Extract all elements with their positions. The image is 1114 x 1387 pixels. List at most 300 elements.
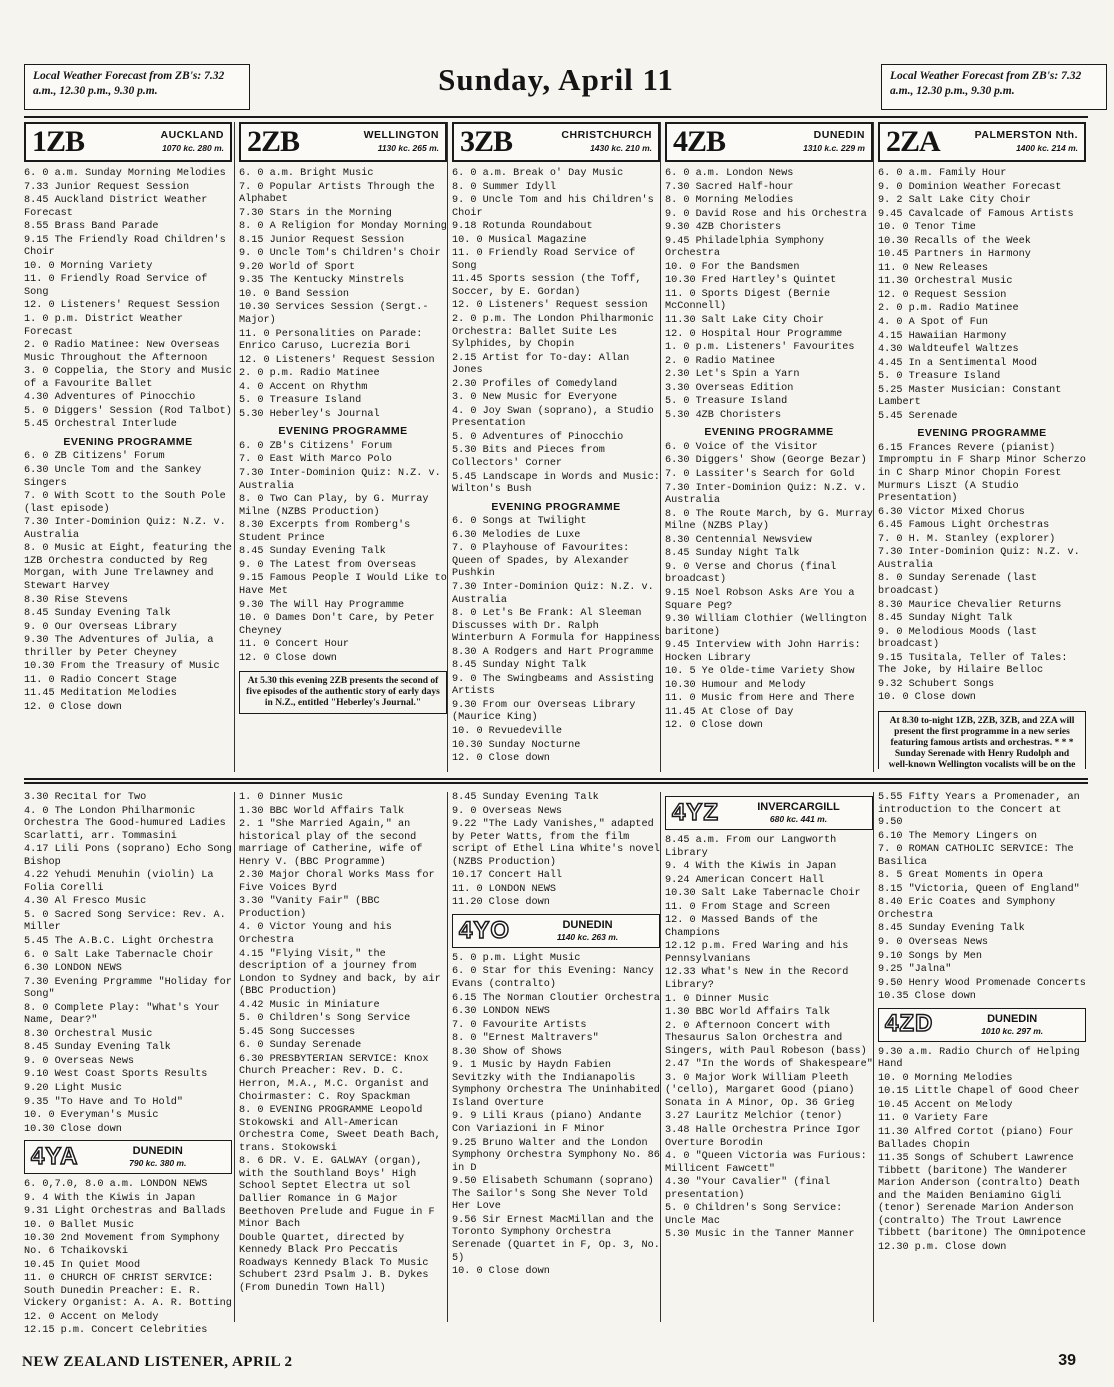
programme-line: 5.30 4ZB Choristers <box>665 409 782 421</box>
programme-line: 9.18 Rotunda Roundabout <box>452 221 593 233</box>
programme-line: 1. 0 p.m. Listeners' Favourites <box>665 342 855 354</box>
programme-line: Double Quartet, directed by Kennedy Black Pro Peccatis Roadways Kennedy Black To Music Schubert 23rd Psalm J. B. Dykes (From Dunedin Town Hall) <box>239 1232 429 1294</box>
programme-line: 6.30 Diggers' Show (George Bezar) <box>665 455 867 467</box>
programme-line: 10. 0 Ballet Music <box>24 1219 135 1231</box>
programme-line: 7.30 Evening Prgramme "Holiday for Song" <box>24 976 232 1001</box>
programme-line: 8.45 Sunday Night Talk <box>665 548 800 560</box>
station-call-sign: 3ZB <box>460 124 513 158</box>
lower-column-2 <box>237 792 449 1359</box>
programme-line: 5.25 Master Musician: Constant Lambert <box>878 384 1062 409</box>
evening-programme-heading: EVENING PROGRAMME <box>917 427 1047 440</box>
programme-line: 9.10 Songs by Men <box>878 950 982 962</box>
station-city: DUNEDIN <box>132 1145 183 1158</box>
programme-line: 8. 0 Summer Idyll <box>452 181 556 193</box>
programme-line: 9.15 The Friendly Road Children's Choir <box>24 234 226 259</box>
station-box-4zd <box>878 1008 1086 1042</box>
programme-line: 8.15 Junior Request Session <box>239 234 405 246</box>
programme-line: 2. 0 Radio Matinee: New Overseas Music Throughout the Afternoon <box>24 340 220 364</box>
station-info <box>518 129 658 155</box>
programme-line: 6.30 LONDON NEWS <box>24 963 122 975</box>
programme-line: 8.45 a.m. From our Langworth Library <box>665 835 837 859</box>
programme-line: 9.35 "To Have and To Hold" <box>24 1096 183 1108</box>
station-frequency: 790 kc. 380 m. <box>129 1158 187 1169</box>
station-call-sign: 1ZB <box>32 124 85 158</box>
programme-line: 9.15 Tusitala, Teller of Tales: The Joke, by Hilaire Belloc <box>878 652 1068 677</box>
station-city: DUNEDIN <box>813 129 865 141</box>
programme-line: 8. 0 Two Can Play, by G. Murray Milne (NZBS Production) <box>239 494 429 518</box>
programme-line: 9. 4 With the Kiwis in Japan <box>665 861 837 873</box>
programme-line: 12. 0 Listeners' Request session <box>452 300 648 312</box>
programme-line: 11. 0 CHURCH OF CHRIST SERVICE: South Dunedin Preacher: E. R. Vickery Organist: A. A. R. Botting <box>24 1273 232 1310</box>
programme-line: 8. 0 Complete Play: "What's Your Name, Dear?" <box>24 1002 220 1027</box>
column-divider <box>234 792 235 1322</box>
programme-line: 3. 0 Major Work William Pleeth ('cello), Margaret Good (piano) Sonata in A Minor, Op. 36 Grieg <box>665 1072 855 1109</box>
programme-line: 11.35 Songs of Schubert Lawrence Tibbett (baritone) The Wanderer Marion Anderson (contralto) Death and the Maiden Beniamino Gigli (tenor) Serenade Marion Anderson (contralto) The Trout Lawrence Tibbett (baritone) The Omnipotence <box>878 1153 1086 1240</box>
programme-line: 9. 0 The Latest from Overseas <box>239 559 417 571</box>
programme-line: 9. 0 Verse and Chorus (final broadcast) <box>665 561 837 586</box>
programme-line: 4. 0 Accent on Rhythm <box>239 381 368 393</box>
programme-line: 4. 0 A Spot of Fun <box>878 317 989 329</box>
programme-line: 5. 0 Children's Song Service: Uncle Mac <box>665 1203 843 1227</box>
programme-line: 7.30 Inter-Dominion Quiz: N.Z. v. Australia <box>239 468 441 492</box>
station-info <box>516 919 659 943</box>
programme-line: 8. 0 Morning Melodies <box>665 195 794 207</box>
programme-line: 1.30 BBC World Affairs Talk <box>665 1007 831 1019</box>
programme-line: 11. 0 Radio Concert Stage <box>24 674 177 686</box>
programme-line: 7. 0 H. M. Stanley (explorer) <box>878 533 1056 545</box>
programme-line: 10. 0 Morning Variety <box>24 260 153 272</box>
programme-line: 9.15 Noel Robson Asks Are You a Square Peg? <box>665 587 855 612</box>
programme-line: 10.30 Salt Lake Tabernacle Choir <box>665 888 861 900</box>
programme-line: 9.30 a.m. Radio Church of Helping Hand <box>878 1046 1080 1071</box>
station-city: WELLINGTON <box>363 129 439 141</box>
programme-line: 9. 0 Uncle Tom and his Children's Choir <box>452 195 654 219</box>
programme-line: 7. 0 With Scott to the South Pole (last episode) <box>24 491 226 515</box>
programme-line: 6.30 Uncle Tom and the Sankey Singers <box>24 465 202 489</box>
station-header <box>878 122 1086 162</box>
programme-line: 5. 0 p.m. Light Music <box>452 952 581 964</box>
programme-line: 9.50 Henry Wood Promenade Concerts <box>878 977 1086 989</box>
programme-line: 3.30 "Vanity Fair" (BBC Production) <box>239 896 380 920</box>
programme-line: 5.45 Song Successes <box>239 1026 356 1038</box>
programme-line: 10. 0 Everyman's Music <box>24 1110 159 1122</box>
programme-line: 8.45 Sunday Night Talk <box>878 613 1013 625</box>
programme-line: 10. 0 Band Session <box>239 288 350 300</box>
programme-line: 2. 0 p.m. Radio Matinee <box>878 303 1019 315</box>
programme-line: 8.15 "Victoria, Queen of England" <box>878 883 1080 895</box>
station-frequency: 1430 kc. 210 m. <box>590 143 652 153</box>
programme-line: 9.45 Interview with John Harris: Hocken Library <box>665 640 861 664</box>
programme-line: 8. 0 The Route March, by G. Murray Milne (NZBS Play) <box>665 508 873 533</box>
station-info <box>305 129 445 155</box>
programme-line: 6.30 PRESBYTERIAN SERVICE: Knox Church Preacher: Rev. D. C. Herron, M.A., M.C. Organist and Choirmaster: C. Roy Spackman <box>239 1053 429 1103</box>
programme-line: 11.30 Alfred Cortot (piano) Four Ballades Chopin <box>878 1127 1074 1151</box>
programme-line: 7. 0 Lassiter's Search for Gold <box>665 469 855 481</box>
programme-line: 12. 0 Accent on Melody <box>24 1311 159 1323</box>
programme-line: 10.45 In Quiet Mood <box>24 1259 141 1271</box>
programme-line: 6.15 The Norman Cloutier Orchestra <box>452 992 660 1004</box>
programme-line: 8.40 Eric Coates and Symphony Orchestra <box>878 897 1056 921</box>
column-divider <box>447 122 448 772</box>
programme-line: 8.45 Sunday Evening Talk <box>878 923 1025 935</box>
programme-line: 9. 1 Music by Haydn Fabien Sevitzky with the Indianapolis Symphony Orchestra The Uninhabited Island Overture <box>452 1060 660 1109</box>
programme-line: 5. 0 Children's Song Service <box>239 1013 411 1025</box>
programme-line: 9.15 Famous People I Would Like to Have Met <box>239 573 447 597</box>
programme-line: 12. 0 Massed Bands of the Champions <box>665 915 818 939</box>
evening-programme-heading: EVENING PROGRAMME <box>704 426 834 439</box>
programme-line: 4.45 In a Sentimental Mood <box>878 357 1037 369</box>
programme-line: 11. 0 Friendly Road Service of Song <box>24 274 208 298</box>
programme-line: 10.30 Humour and Melody <box>665 679 806 691</box>
programme-line: 11.45 Sports session (the Toff, Soccer, by E. Gordan) <box>452 274 642 298</box>
programme-line: 4. 0 Victor Young and his Orchestra <box>239 922 392 947</box>
station-city: INVERCARGILL <box>757 801 840 813</box>
station-call-sign: 4ZD <box>885 1010 934 1038</box>
programme-line: 8.45 Sunday Evening Talk <box>239 546 386 558</box>
column-divider <box>873 792 874 1322</box>
programme-line: 5. 0 Sacred Song Service: Rev. A. Miller <box>24 909 226 934</box>
programme-line: 3.30 Overseas Edition <box>665 382 794 394</box>
programme-line: 8.30 Rise Stevens <box>24 594 128 606</box>
programme-line: 12.33 What's New in the Record Library? <box>665 967 849 992</box>
programme-line: 2. 1 "She Married Again," an historical play of the second marriage of Catherine, wife of Henry V. (BBC Programme) <box>239 819 423 868</box>
programme-line: 2.47 "In the Words of Shakespeare" <box>665 1059 873 1071</box>
programme-line: 8.45 Sunday Evening Talk <box>24 1042 171 1054</box>
programme-line: 10.30 Sunday Nocturne <box>452 739 581 751</box>
programme-line: 4.15 Hawaiian Harmony <box>878 330 1007 342</box>
programme-line: 8. 5 Great Moments in Opera <box>878 870 1044 882</box>
programme-line: 9. 4 With the Kiwis in Japan <box>24 1192 196 1204</box>
programme-line: 4.30 Al Fresco Music <box>24 896 147 908</box>
station-frequency: 1130 kc. 265 m. <box>377 143 439 153</box>
station-note: At 8.30 to-night 1ZB, 2ZB, 3ZB, and 2ZA will present the first programme in a new series featuring famous artists and orchestras. * * * Sunday Serenade with Henry Rudolph and well-known Wellington vocalists will be on the <box>878 711 1086 769</box>
programme-line: 2.30 Profiles of Comedyland <box>452 378 618 390</box>
programme-line: 7.30 Inter-Dominion Quiz: N.Z. v. Australia <box>878 547 1080 571</box>
station-frequency: 1310 k.c. 229 m <box>803 143 865 153</box>
programme-line: 8. 0 EVENING PROGRAMME Leopold Stokowski and All-American Orchestra Come, Sweet Death Bach, trans. Stokowski <box>239 1105 441 1154</box>
programme-line: 10. 0 For the Bandsmen <box>665 261 800 273</box>
programme-line: 12. 0 Listeners' Request Session <box>239 354 435 366</box>
programme-line: 4.30 Adventures of Pinocchio <box>24 392 196 404</box>
programme-line: 9.30 From our Overseas Library (Maurice King) <box>452 699 636 724</box>
station-call-sign: 2ZA <box>886 124 940 158</box>
programme-line: 2. 0 p.m. The London Philharmonic Orchestra: Ballet Suite Les Sylphides, by Chopin <box>452 314 654 351</box>
programme-line: 9.25 "Jalna" <box>878 964 952 976</box>
programme-line: 4.22 Yehudi Menuhin (violin) La Folia Corelli <box>24 870 214 894</box>
weather-forecast-box-left: Local Weather Forecast from ZB's: 7.32 a.m., 12.30 p.m., 9.30 p.m. <box>24 64 250 110</box>
programme-line: 11. 0 From Stage and Screen <box>665 901 831 913</box>
programme-line: 6. 0 ZB Citizens' Forum <box>24 451 165 463</box>
station-info <box>939 1013 1085 1037</box>
programme-line: 11.30 Salt Lake City Choir <box>665 315 824 327</box>
programme-line: 9. 9 Lili Kraus (piano) Andante Con Variazioni in F Minor <box>452 1111 642 1136</box>
programme-line: 12. 0 Request Session <box>878 289 1007 301</box>
programme-line: 10.17 Concert Hall <box>452 870 563 882</box>
programme-line: 12.30 p.m. Close down <box>878 1241 1007 1253</box>
programme-line: 7.33 Junior Request Session <box>24 181 190 193</box>
programme-line: 8. 6 DR. V. E. GALWAY (organ), with the Southland Boys' High School Septet Electra ut sol Dallier Romance in G Major Beethoven Prelude and Fugue in F Minor Bach <box>239 1156 435 1231</box>
programme-line: 9.20 World of Sport <box>239 261 356 273</box>
station-header <box>665 122 873 162</box>
programme-line: 4. 0 Joy Swan (soprano), a Studio Presentation <box>452 405 654 430</box>
programme-line: 2. 0 p.m. Radio Matinee <box>239 368 380 380</box>
programme-line: 5. 0 Treasure Island <box>239 395 362 407</box>
station-column-2zb <box>237 122 449 769</box>
station-city: DUNEDIN <box>562 918 613 931</box>
programme-line: 1.30 BBC World Affairs Talk <box>239 805 405 817</box>
programme-line: 2.15 Artist for To-day: Allan Jones <box>452 352 630 377</box>
programme-line: 9. 0 Melodious Moods (last broadcast) <box>878 626 1037 651</box>
programme-line: 8. 0 Sunday Serenade (last broadcast) <box>878 573 1037 597</box>
programme-line: 4.17 Lili Pons (soprano) Echo Song Bishop <box>24 844 232 868</box>
programme-line: 4. 0 "Queen Victoria was Furious: Millicent Fawcett" <box>665 1151 867 1175</box>
footer-publication: NEW ZEALAND LISTENER, APRIL 2 <box>22 1354 293 1370</box>
programme-line: 4.42 Music in Miniature <box>239 999 380 1011</box>
station-header <box>239 122 447 162</box>
programme-line: 3.30 Recital for Two <box>24 792 147 803</box>
station-info <box>731 129 871 155</box>
programme-line: 11. 0 Personalities on Parade: Enrico Caruso, Lucrezia Bori <box>239 328 423 353</box>
programme-line: 12. 0 Close down <box>239 652 337 664</box>
programme-line: 5. 0 Treasure Island <box>665 396 788 408</box>
station-info <box>946 129 1084 155</box>
programme-line: 7.30 Inter-Dominion Quiz: N.Z. v. Australia <box>452 581 654 606</box>
station-header <box>24 122 232 162</box>
station-box-4yz <box>665 796 873 830</box>
programme-line: 10. 0 Close down <box>878 692 976 704</box>
programme-line: 12. 0 Listeners' Request Session <box>24 300 220 312</box>
programme-line: 8.30 Maurice Chevalier Returns <box>878 599 1062 611</box>
programme-line: 8.30 A Rodgers and Hart Programme <box>452 646 654 658</box>
top-rule <box>24 116 1088 118</box>
programme-line: 11.20 Close down <box>452 897 550 909</box>
programme-line: 7. 0 Playhouse of Favourites: Queen of Spades, by Alexander Pushkin <box>452 543 630 580</box>
programme-line: 8. 0 Music at Eight, featuring the 1ZB Orchestra conducted by Reg Morgan, with June Trelawney and Stewart Harvey <box>24 543 232 592</box>
programme-line: 9. 0 Dominion Weather Forecast <box>878 181 1062 193</box>
programme-line: 12.12 p.m. Fred Waring and his Pennsylvanians <box>665 941 849 965</box>
programme-line: 11. 0 Sports Digest (Bernie McConnell) <box>665 288 831 313</box>
station-info <box>725 801 872 825</box>
programme-line: 11.45 At Close of Day <box>665 706 794 718</box>
page-title: Sunday, April 11 <box>438 62 674 97</box>
programme-line: 4.30 "Your Cavalier" (final presentation) <box>665 1177 831 1201</box>
programme-line: 7. 0 East With Marco Polo <box>239 454 392 466</box>
programme-line: 12. 0 Close down <box>24 701 122 713</box>
column-divider <box>234 122 235 772</box>
programme-line: 9.45 Philadelphia Symphony Orchestra <box>665 235 824 260</box>
station-frequency: 1070 kc. 280 m. <box>162 143 224 153</box>
programme-line: 8.45 Sunday Night Talk <box>452 660 587 672</box>
column-divider <box>660 122 661 772</box>
programme-line: 6.45 Famous Light Orchestras <box>878 520 1050 532</box>
lower-column-5 <box>876 792 1088 1359</box>
programme-line: 6.30 LONDON NEWS <box>452 1006 550 1018</box>
programme-line: 11. 0 Music from Here and There <box>665 693 855 705</box>
programme-line: 10.30 Services Session (Sergt.-Major) <box>239 302 429 327</box>
programme-line: 5. 0 Adventures of Pinocchio <box>452 431 624 443</box>
programme-line: 6. 0 Sunday Serenade <box>239 1040 362 1052</box>
programme-line: 6. 0 a.m. London News <box>665 168 794 179</box>
station-call-sign: 4YZ <box>672 798 720 826</box>
programme-line: 11.30 Orchestral Music <box>878 276 1013 288</box>
programme-line: 1. 0 p.m. District Weather Forecast <box>24 314 183 338</box>
programme-line: 9.20 Light Music <box>24 1083 122 1095</box>
station-box-4ya <box>24 1140 232 1174</box>
programme-line: 5. 0 Diggers' Session (Rod Talbot) <box>24 405 232 417</box>
programme-line: 5.45 Serenade <box>878 410 958 422</box>
middle-rule <box>24 778 1088 780</box>
programme-line: 10. 0 Revuedeville <box>452 725 563 737</box>
programme-line: 6. 0 a.m. Sunday Morning Melodies <box>24 168 226 179</box>
column-divider <box>873 122 874 772</box>
lower-column-3 <box>450 792 662 1359</box>
programme-line: 6. 0 ZB's Citizens' Forum <box>239 440 392 452</box>
programme-line: 10.30 Recalls of the Week <box>878 235 1031 247</box>
programme-line: 7. 0 ROMAN CATHOLIC SERVICE: The Basilica <box>878 844 1074 868</box>
programme-line: 11. 0 Concert Hour <box>239 639 350 651</box>
programme-line: 6. 0,7.0, 8.0 a.m. LONDON NEWS <box>24 1179 208 1191</box>
programme-line: 7.30 Inter-Dominion Quiz: N.Z. v. Australia <box>24 517 226 541</box>
station-info <box>90 129 230 155</box>
station-info <box>84 1145 231 1169</box>
programme-line: 6.30 Victor Mixed Chorus <box>878 506 1025 518</box>
programme-line: 5. 0 Treasure Island <box>878 371 1001 383</box>
programme-line: 12. 0 Close down <box>452 753 550 765</box>
programme-line: 2. 0 Afternoon Concert with Thesaurus Salon Orchestra and Singers, with Paul Robeson (bass) <box>665 1020 867 1057</box>
programme-line: 8.45 Auckland District Weather Forecast <box>24 195 208 219</box>
programme-line: 10.30 2nd Movement from Symphony No. 6 Tchaikovski <box>24 1233 220 1257</box>
station-call-sign: 2ZB <box>247 124 300 158</box>
programme-line: 6.15 Frances Revere (pianist) Impromptu in F Sharp Minor Scherzo in C Sharp Minor Chopin Forest Murmurs Liszt (A Studio Presentation) <box>878 442 1086 505</box>
programme-line: 9.35 The Kentucky Minstrels <box>239 275 405 287</box>
station-call-sign: 4YO <box>459 916 511 944</box>
programme-line: 8.30 Show of Shows <box>452 1046 563 1058</box>
programme-line: 11. 0 Variety Fare <box>878 1113 989 1125</box>
programme-line: 6. 0 a.m. Bright Music <box>239 168 374 179</box>
programme-line: 2.30 Major Choral Works Mass for Five Voices Byrd <box>239 870 435 894</box>
programme-line: 3. 0 Coppelia, the Story and Music of a Favourite Ballet <box>24 366 232 390</box>
programme-line: 8.30 Orchestral Music <box>24 1028 153 1040</box>
programme-line: 7.30 Inter-Dominion Quiz: N.Z. v. Australia <box>665 482 867 507</box>
programme-line: 9.50 Elisabeth Schumann (soprano) The Sailor's Song She Never Told Her Love <box>452 1176 654 1213</box>
programme-line: 12. 0 Close down <box>665 720 763 732</box>
evening-programme-heading: EVENING PROGRAMME <box>491 500 621 513</box>
programme-line: 6. 0 Salt Lake Tabernacle Choir <box>24 949 214 961</box>
page-number: 39 <box>1058 1352 1076 1369</box>
station-city: CHRISTCHURCH <box>561 129 652 141</box>
programme-line: 8.30 Excerpts from Romberg's Student Prince <box>239 520 411 544</box>
station-city: DUNEDIN <box>987 1012 1038 1025</box>
programme-line: 6. 0 Songs at Twilight <box>452 516 587 528</box>
programme-line: 4. 0 The London Philharmonic Orchestra The Good-humured Ladies Scarlatti, arr. Tommasini <box>24 805 226 842</box>
station-frequency: 1400 kc. 214 m. <box>1016 143 1078 153</box>
station-header <box>452 122 660 162</box>
programme-line: 5.45 The A.B.C. Light Orchestra <box>24 936 214 948</box>
programme-line: 7. 0 Popular Artists Through the Alphabet <box>239 181 435 206</box>
programme-line: 6. 0 Voice of the Visitor <box>665 441 818 453</box>
programme-line: 10.30 Fred Hartley's Quintet <box>665 275 837 287</box>
programme-line: 10. 0 Musical Magazine <box>452 234 587 246</box>
programme-line: 9. 0 Overseas News <box>452 805 563 817</box>
station-column-3zb <box>450 122 662 769</box>
programme-line: 5.45 Landscape in Words and Music: Wilton's Bush <box>452 471 660 496</box>
programme-line: 8.30 Centennial Newsview <box>665 534 812 546</box>
programme-line: 5.30 Bits and Pieces from Collectors' Corner <box>452 445 605 470</box>
programme-line: 10. 0 Dames Don't Care, by Peter Cheyney <box>239 613 435 637</box>
programme-line: 8. 0 "Ernest Maltravers" <box>452 1033 599 1045</box>
programme-line: 9.10 West Coast Sports Results <box>24 1069 208 1081</box>
programme-line: 6. 0 Star for this Evening: Nancy Evans (contralto) <box>452 966 654 991</box>
middle-rule-2 <box>24 782 1088 784</box>
programme-line: 3.27 Lauritz Melchior (tenor) <box>665 1111 843 1123</box>
programme-line: 9.30 4ZB Choristers <box>665 222 782 234</box>
programme-line: 9. 0 David Rose and his Orchestra <box>665 208 867 220</box>
programme-line: 5.30 Music in the Tanner Manner <box>665 1229 855 1241</box>
programme-line: 9. 0 Overseas News <box>878 937 989 949</box>
programme-line: 8.45 Sunday Evening Talk <box>24 608 171 620</box>
programme-line: 1. 0 Dinner Music <box>239 792 343 803</box>
station-note: At 5.30 this evening 2ZB presents the second of five episodes of the authentic story of early days in N.Z., entitled "Heberley's Journal." <box>239 671 447 714</box>
programme-line: 7.30 Sacred Half-hour <box>665 181 794 193</box>
programme-line: 5.30 Heberley's Journal <box>239 408 380 420</box>
programme-line: 9.30 William Clothier (Wellington baritone) <box>665 614 867 638</box>
programme-line: 10.45 Accent on Melody <box>878 1099 1013 1111</box>
programme-line: 9.32 Schubert Songs <box>878 678 995 690</box>
column-divider <box>447 792 448 1322</box>
programme-line: 6. 0 a.m. Break o' Day Music <box>452 168 624 179</box>
programme-line: 10. 0 Morning Melodies <box>878 1072 1013 1084</box>
programme-line: 9.22 "The Lady Vanishes," adapted by Peter Watts, from the film script of Ethel Lina White's novel (NZBS Production) <box>452 819 660 868</box>
station-city: PALMERSTON Nth. <box>974 129 1078 141</box>
programme-line: 10.30 From the Treasury of Music <box>24 661 220 673</box>
programme-line: 5.55 Fifty Years a Promenader, an introduction to the Concert at 9.50 <box>878 792 1080 829</box>
evening-programme-heading: EVENING PROGRAMME <box>63 435 193 448</box>
programme-line: 12.15 p.m. Concert Celebrities <box>24 1325 208 1337</box>
lower-column-1 <box>22 792 234 1359</box>
station-call-sign: 4ZB <box>673 124 726 158</box>
programme-line: 1. 0 Dinner Music <box>665 993 769 1005</box>
programme-line: 10. 5 Ye Olde-time Variety Show <box>665 666 855 678</box>
programme-line: 9.56 Sir Ernest MacMillan and the Toronto Symphony Orchestra Serenade (Quartet in F, Op. 3, No. 5) <box>452 1214 660 1264</box>
programme-line: 9.45 Cavalcade of Famous Artists <box>878 208 1074 220</box>
programme-line: 9.30 The Adventures of Julia, a thriller by Peter Cheyney <box>24 635 214 659</box>
station-call-sign: 4YA <box>31 1142 79 1170</box>
programme-line: 11.45 Meditation Melodies <box>24 688 177 700</box>
programme-line: 9.25 Bruno Walter and the London Symphony Orchestra Symphony No. 86 in D <box>452 1137 660 1174</box>
programme-line: 9. 2 Salt Lake City Choir <box>878 195 1031 207</box>
programme-line: 11. 0 New Releases <box>878 262 989 274</box>
station-column-4zb <box>663 122 875 769</box>
programme-line: 9. 0 Our Overseas Library <box>24 621 177 633</box>
programme-line: 3.48 Halle Orchestra Prince Igor Overture Borodin <box>665 1125 861 1149</box>
station-frequency: 1140 kc. 263 m. <box>556 931 619 942</box>
programme-line: 9. 0 Overseas News <box>24 1055 135 1067</box>
evening-programme-heading: EVENING PROGRAMME <box>278 425 408 438</box>
programme-line: 6.10 The Memory Lingers on <box>878 830 1037 842</box>
programme-line: 6. 0 a.m. Family Hour <box>878 168 1007 179</box>
station-frequency: 1010 kc. 297 m. <box>981 1025 1044 1036</box>
programme-line: 8. 0 Let's Be Frank: Al Sleeman Discusses with Dr. Ralph Winterburn A Formula for Happiness <box>452 608 660 645</box>
programme-line: 10.35 Close down <box>878 991 976 1003</box>
station-frequency: 680 kc. 441 m. <box>769 814 828 824</box>
programme-line: 3. 0 New Music for Everyone <box>452 392 618 404</box>
programme-line: 9. 0 The Swingbeams and Assisting Artists <box>452 673 654 698</box>
programme-line: 9. 0 Uncle Tom's Children's Choir <box>239 248 441 260</box>
programme-line: 9.24 American Concert Hall <box>665 874 824 886</box>
programme-line: 4.15 "Flying Visit," the description of a journey from London to Sydney and back, by air (BBC Production) <box>239 948 441 998</box>
programme-line: 9.30 The Will Hay Programme <box>239 599 405 611</box>
programme-line: 5.45 Orchestral Interlude <box>24 419 177 431</box>
